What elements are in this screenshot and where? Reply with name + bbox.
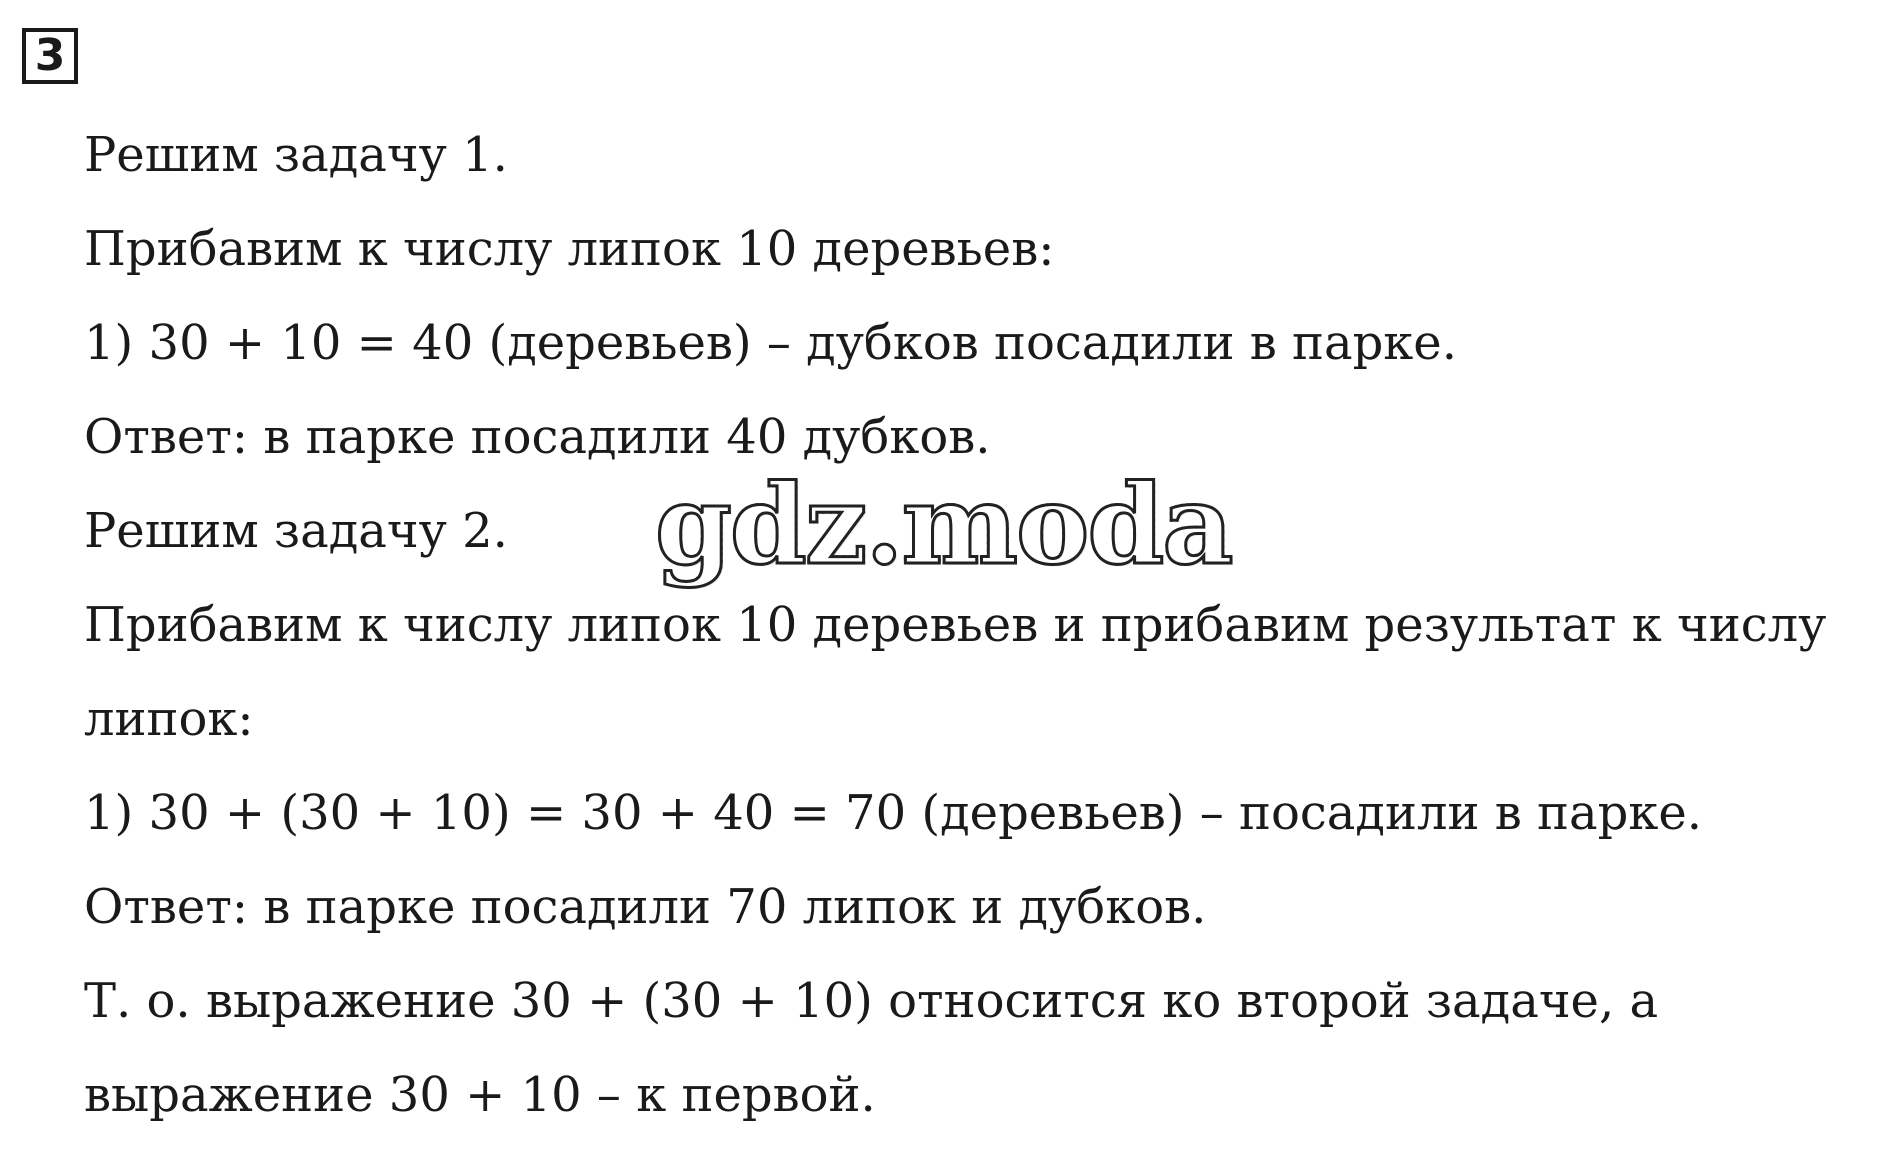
text-line: 1) 30 + (30 + 10) = 30 + 40 = 70 (деревьев) – посадили в парке. — [84, 785, 1702, 841]
text-line: Ответ: в парке посадили 70 липок и дубков. — [84, 879, 1207, 935]
text-line: Прибавим к числу липок 10 деревьев и прибавим результат к числу — [84, 597, 1827, 653]
text-line: Ответ: в парке посадили 40 дубков. — [84, 409, 991, 465]
text-line: Решим задачу 1. — [84, 127, 508, 183]
text-line: выражение 30 + 10 – к первой. — [84, 1067, 876, 1123]
text-line: 1) 30 + 10 = 40 (деревьев) – дубков посадили в парке. — [84, 315, 1457, 371]
watermark-logo: gdz.moda — [655, 460, 1232, 589]
solution-text — [84, 108, 1884, 1142]
text-line: Прибавим к числу липок 10 деревьев: — [84, 221, 1055, 277]
task-number: 3 — [34, 30, 66, 81]
text-line: липок: — [84, 691, 254, 747]
text-line: Решим задачу 2. — [84, 503, 508, 559]
text-line: Т. о. выражение 30 + (30 + 10) относится ко второй задаче, а — [84, 973, 1659, 1029]
task-number-box — [22, 28, 78, 84]
